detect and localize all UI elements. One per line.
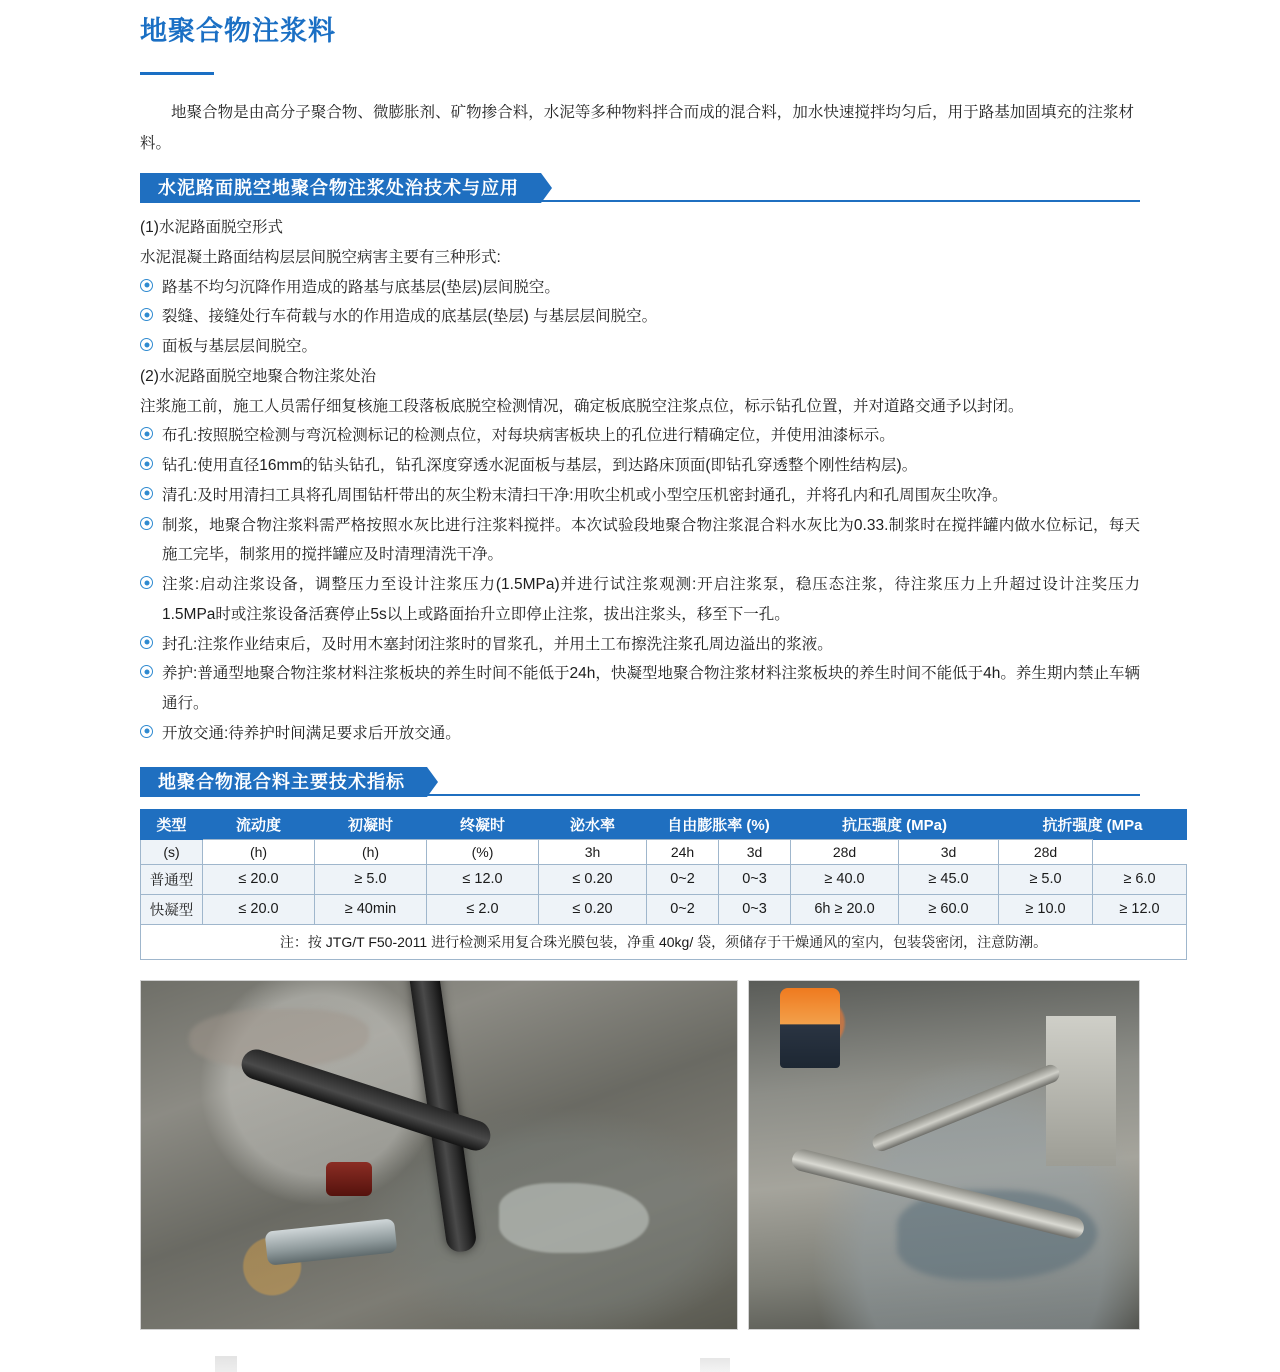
row-label: 快凝型: [141, 894, 203, 924]
ring-bullet-icon: [140, 517, 153, 530]
list-item-label: 清孔:及时用清扫工具将孔周围钻杆带出的灰尘粉末清扫干净:用吹尘机或小型空压机密封通孔，并将孔内和孔周围灰尘吹净。: [162, 486, 1008, 504]
grout-head: [326, 1162, 372, 1196]
list-item-label: 注浆:启动注浆设备，调整压力至设计注浆压力(1.5MPa)并进行试注浆观测:开启注浆泵，稳压态注浆，待注浆压力上升超过设计注奖压力1.5MPa时或注浆设备活赛停止5s以上或路面抬升立即停止注浆，拔出注浆头，移至下一孔。: [162, 576, 1140, 623]
column-header-compressive-strength: 抗压强度 (MPa): [791, 809, 999, 839]
cell-value: 6h ≥ 20.0: [791, 894, 899, 924]
table-header-row: [141, 809, 1187, 839]
column-header-initial-set: 初凝时: [315, 809, 427, 839]
section-header-technology: [140, 173, 1140, 203]
ring-bullet-icon: [140, 576, 153, 589]
unit-cell: (h): [203, 839, 315, 864]
ring-bullet-icon: [140, 636, 153, 649]
title-underline-rule: [140, 72, 214, 75]
list-item: [140, 451, 1140, 481]
list-item-label: 钻孔:使用直径16mm的钻头钻孔，钻孔深度穿透水泥面板与基层，到达路床顶面(即钻孔穿透整个刚性结构层)。: [162, 457, 918, 475]
cell-value: ≤ 20.0: [203, 864, 315, 894]
cell-value: ≥ 40.0: [791, 864, 899, 894]
unit-cell: (h): [315, 839, 427, 864]
ring-bullet-icon: [140, 725, 153, 738]
artifact-shape: [700, 1358, 730, 1372]
table-row: [141, 864, 1187, 894]
photo-image: [749, 981, 1139, 1329]
cell-value: ≤ 20.0: [203, 894, 315, 924]
cell-value: ≥ 45.0: [899, 864, 999, 894]
ring-bullet-icon: [140, 457, 153, 470]
photo-worker-grouting-site: [748, 980, 1140, 1330]
list-item: [140, 481, 1140, 511]
worker-figure: [780, 988, 840, 1068]
ring-bullet-icon: [140, 279, 153, 292]
artifact-shape: [215, 1356, 237, 1372]
list-item: [140, 332, 1140, 362]
concrete-slab: [1046, 1016, 1116, 1166]
cell-value: 0~3: [719, 894, 791, 924]
intro-paragraph: [140, 97, 1140, 159]
cell-value: ≥ 60.0: [899, 894, 999, 924]
column-header-type: 类型: [141, 809, 203, 839]
column-header-final-set: 终凝时: [427, 809, 539, 839]
specs-table: [140, 809, 1187, 960]
cell-value: ≤ 0.20: [539, 864, 647, 894]
list-item: [140, 273, 1140, 303]
cell-value: ≥ 10.0: [999, 894, 1093, 924]
section-header-label: 地聚合物混合料主要技术指标: [140, 767, 427, 797]
ring-bullet-icon: [140, 308, 153, 321]
section-header-specs: [140, 767, 1140, 797]
list-item: [140, 570, 1140, 630]
ring-bullet-icon: [140, 427, 153, 440]
unit-cell: 3d: [719, 839, 791, 864]
cell-value: ≤ 0.20: [539, 894, 647, 924]
list-item: [140, 630, 1140, 660]
grout-hose: [870, 1062, 1062, 1154]
paragraph-line: 水泥混凝土路面结构层层间脱空病害主要有三种形式:: [140, 248, 501, 266]
specs-table-body: [141, 839, 1187, 959]
table-note: 注：按 JTG/T F50-2011 进行检测采用复合珠光膜包装，净重 40kg/ 袋，须储存于干燥通风的室内，包装袋密闭，注意防潮。: [141, 924, 1187, 959]
list-item-label: 面板与基层层间脱空。: [162, 338, 318, 356]
section-body-technology: [140, 213, 1140, 749]
column-header-bleeding: 泌水率: [539, 809, 647, 839]
list-item-label: 布孔:按照脱空检测与弯沉检测标记的检测点位，对每块病害板块上的孔位进行精确定位，并使用油漆标示。: [162, 427, 895, 445]
list-item-label: 封孔:注浆作业结束后，及时用木塞封闭注浆时的冒浆孔，并用土工布擦洗注浆孔周边溢出的浆液。: [162, 635, 833, 653]
paragraph-line: (2)水泥路面脱空地聚合物注浆处治: [140, 367, 376, 385]
column-header-fluidity: 流动度: [203, 809, 315, 839]
list-item-label: 开放交通:待养护时间满足要求后开放交通。: [162, 724, 461, 742]
ring-bullet-icon: [140, 338, 153, 351]
cell-value: ≥ 40min: [315, 894, 427, 924]
pavement-patch: [499, 1183, 649, 1253]
unit-cell: 3d: [899, 839, 999, 864]
ring-bullet-icon: [140, 665, 153, 678]
photo-gallery: [140, 980, 1140, 1330]
section-header-label: 水泥路面脱空地聚合物注浆处治技术与应用: [140, 173, 541, 203]
cell-value: ≤ 12.0: [427, 864, 539, 894]
unit-cell: (s): [141, 839, 203, 864]
unit-cell: 28d: [791, 839, 899, 864]
paragraph-line: (1)水泥路面脱空形式: [140, 219, 283, 237]
cell-value: ≥ 5.0: [315, 864, 427, 894]
unit-cell: 28d: [999, 839, 1093, 864]
list-item-label: 裂缝、接缝处行车荷载与水的作用造成的底基层(垫层) 与基层层间脱空。: [162, 308, 658, 326]
cell-value: ≥ 6.0: [1093, 864, 1187, 894]
cell-value: ≥ 12.0: [1093, 894, 1187, 924]
photo-grouting-hose-on-concrete-pavement: [140, 980, 738, 1330]
pipe-section: [265, 1218, 398, 1265]
row-label: 普通型: [141, 864, 203, 894]
cell-value: 0~2: [647, 864, 719, 894]
intro-text: 地聚合物是由高分子聚合物、微膨胀剂、矿物掺合料，水泥等多种物料拌合而成的混合料，加水快速搅拌均匀后，用于路基加固填充的注浆材料。: [140, 104, 1134, 153]
cell-value: 0~2: [647, 894, 719, 924]
specs-table-head: [141, 809, 1187, 839]
table-note-row: [141, 924, 1187, 959]
list-item: [140, 511, 1140, 571]
list-item: [140, 421, 1140, 451]
page-title: 地聚合物注浆料: [140, 16, 336, 46]
page-bottom-artifacts: [0, 1354, 1280, 1372]
unit-cell: (%): [427, 839, 539, 864]
list-item: [140, 659, 1140, 719]
column-header-free-expansion: 自由膨胀率 (%): [647, 809, 791, 839]
unit-cell: 3h: [539, 839, 647, 864]
unit-cell: 24h: [647, 839, 719, 864]
ring-bullet-icon: [140, 487, 153, 500]
list-item: [140, 719, 1140, 749]
cell-value: 0~3: [719, 864, 791, 894]
column-header-flexural-strength: 抗折强度 (MPa: [999, 809, 1187, 839]
table-units-row: [141, 839, 1187, 864]
cell-value: ≤ 2.0: [427, 894, 539, 924]
list-item-label: 制浆，地聚合物注浆料需严格按照水灰比进行注浆料搅拌。本次试验段地聚合物注浆混合料水灰比为0.33.制浆时在搅拌罐内做水位标记，每天施工完毕，制浆用的搅拌罐应及时清理清洗干净。: [162, 516, 1140, 564]
photo-image: [141, 981, 737, 1329]
list-item-label: 路基不均匀沉降作用造成的路基与底基层(垫层)层间脱空。: [162, 278, 560, 296]
list-item-label: 养护:普通型地聚合物注浆材料注浆板块的养生时间不能低于24h，快凝型地聚合物注浆材料注浆板块的养生时间不能低于4h。养生期内禁止车辆通行。: [162, 665, 1140, 713]
cell-value: ≥ 5.0: [999, 864, 1093, 894]
list-item: [140, 302, 1140, 332]
table-row: [141, 894, 1187, 924]
paragraph-line: 注浆施工前，施工人员需仔细复核施工段落板底脱空检测情况，确定板底脱空注浆点位，标示钻孔位置，并对道路交通予以封闭。: [140, 397, 1024, 415]
